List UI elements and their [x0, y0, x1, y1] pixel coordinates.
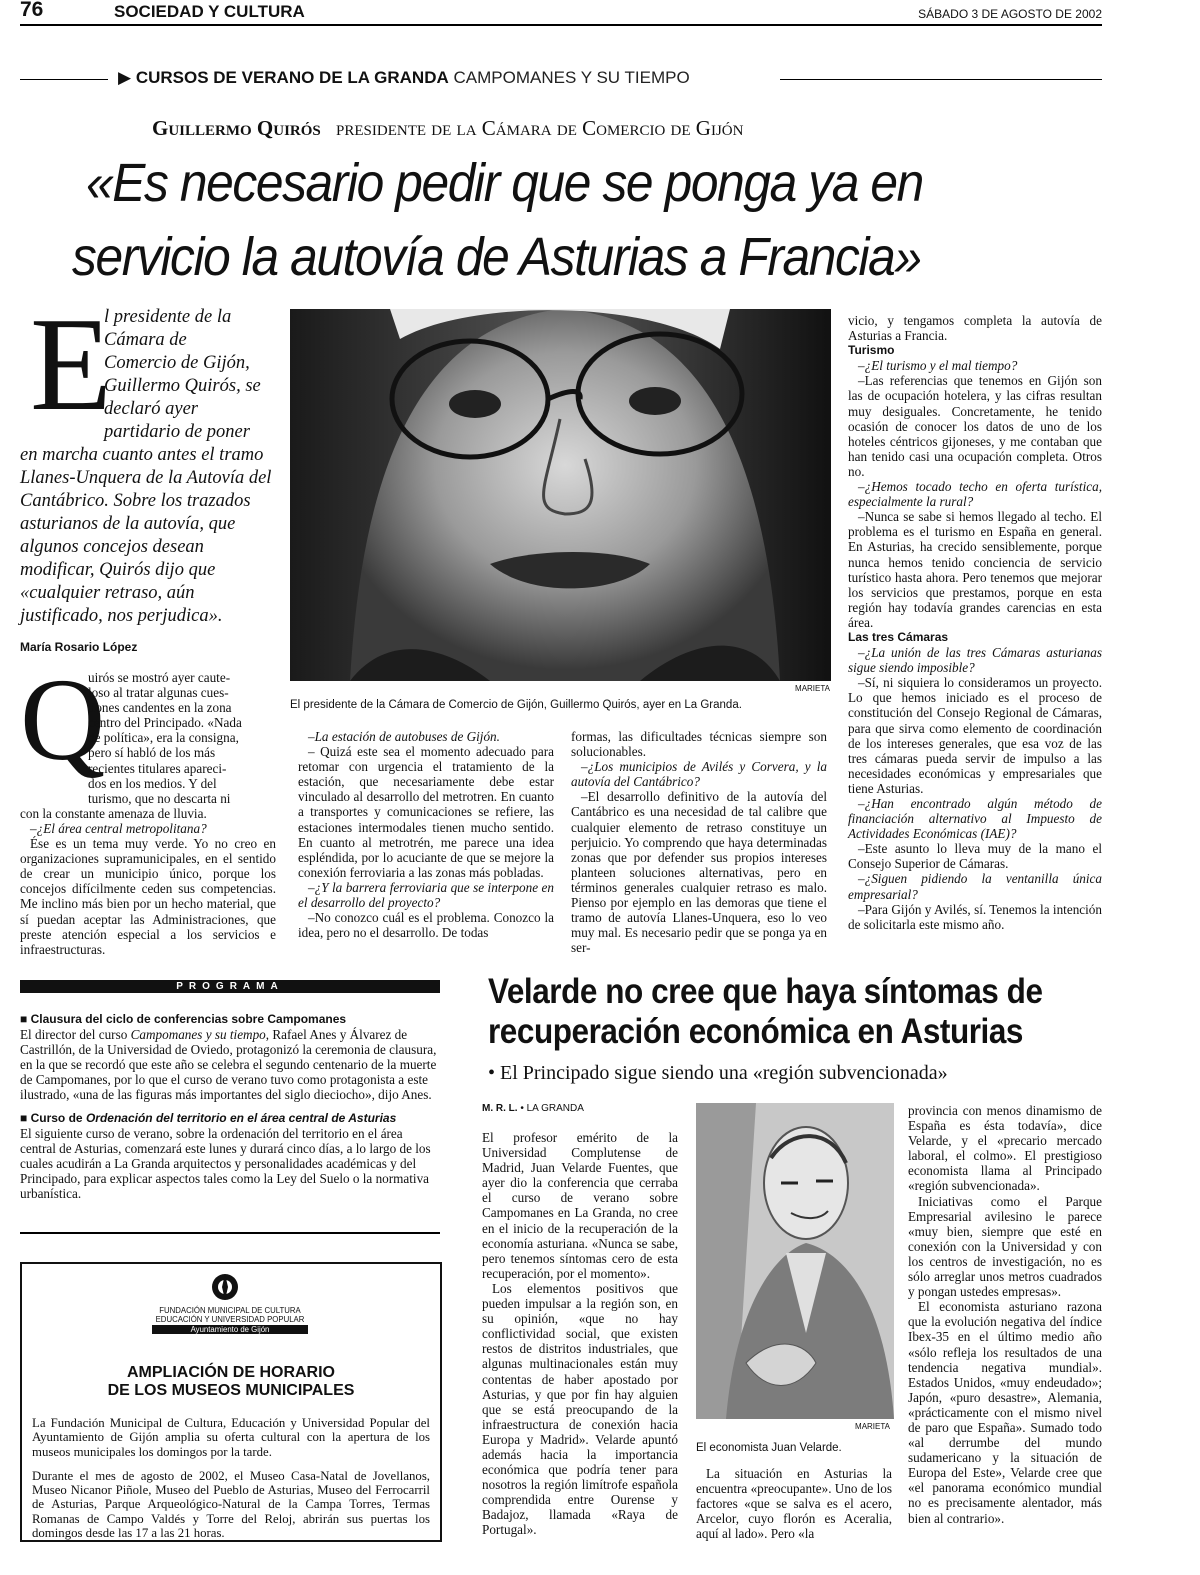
lead-rest: en marcha cuanto antes el tramo Llanes-Unquera de la Autovía del Cantábrico. Sobre los trazados asturianos de la autovía, que algunos concejos desean modificar, Quirós dijo que «cualquier retraso, aún justificado, nos perjudica».: [20, 445, 272, 626]
body-line: pero sí habló de los más: [88, 745, 216, 761]
velarde-col3-p3: El economista asturiano razona que la evolución negativa del índice Ibex-35 en el último medio año «sólo refleja los resultados de una tendencia negativa mundial». Estados Unidos, «muy endeudado»; Japón, «puro desastre», Alemania, «prácticamente con el mismo nivel de paro que España». Sumado todo «al derrumbe del mundo sudamericano y la situación de Europa del Este», Velarde cree que «el panorama económico mundial no es precisamente alentador, más bien al contrario».: [908, 1299, 1102, 1526]
programa-item-1-text-em: Campomanes y su tiempo: [130, 1027, 266, 1043]
velarde-byline-name: M. R. L.: [482, 1103, 518, 1114]
velarde-portrait: [696, 1103, 894, 1419]
lead-dropcap: E: [30, 290, 112, 438]
col4-answer-1: –Las referencias que tenemos en Gijón son las de ocupación hotelera, y las cifras resultan muy desiguales. Concretamente, he tenido ocasión de conocer los datos de uno de los hoteles céntricos gijoneses, y me contaban que han tenido casi una ocupación completa. Otros no.: [848, 373, 1102, 479]
velarde-col1-p2: Los elementos positivos que pueden impulsar a la región son, en su opinión, «que no hay conflictividad social, que existen restos de distritos industriales, que algunas multinacionales están muy contentas de haber apostado por Asturias, y que por fin hay alguien que se está preocupando de la infraestructura de conexión hacia Europa y Madrid». Velarde apuntó además hacia la importancia económica que podría tener para nosotros la región limítrofe española comprendida entre Ourense y Badajoz, llamada «Raya de Portugal».: [482, 1280, 678, 1538]
velarde-headline-1: Velarde no cree que haya síntomas de: [488, 972, 1043, 1011]
lead-line: Comercio de Gijón,: [104, 353, 250, 373]
ad-org-line-3: Ayuntamiento de Gijón: [152, 1325, 308, 1334]
velarde-col2-p1: La situación en Asturias la encuentra «preocupante». Uno de los factores «que se salva es el acero, Arcelor, cuyo florón es Aceralia, aquí al lado». Pero «la: [696, 1466, 892, 1542]
velarde-col-2: [696, 1466, 892, 1541]
ad-text-2: Durante el mes de agosto de 2002, el Museo Casa-Natal de Jovellanos, Museo Nicanor Piñole, Museo del Pueblo de Asturias, Museo del Ferrocarril de Asturias, Parque Arqueológico-Natural de la Campa Torres, Termas Romanas de Campo Valdés y Torre del Reloj, abrirán sus puertas los domingos desde las 17 a las 21 horas.: [32, 1468, 430, 1541]
museos-ad: [20, 1262, 442, 1542]
velarde-col3-p1: provincia con menos dinamismo de España es ésta todavía», dice Velarde, y el «precario mercado laboral, el colmo». El prestigioso economista llama al Principado «región subvencionada».: [908, 1103, 1102, 1194]
col4-subhead-camaras: Las tres Cámaras: [848, 629, 949, 644]
byline: María Rosario López: [20, 640, 138, 654]
quiros-photo-caption: El presidente de la Cámara de Comercio de Gijón, Guillermo Quirós, ayer en La Granda.: [290, 699, 742, 711]
col4-answer-4: –Este asunto lo lleva muy de la mano el Consejo Superior de Cámaras.: [848, 841, 1102, 872]
interview-col-3: [571, 729, 827, 955]
ad-org-line-1: FUNDACIÓN MUNICIPAL DE CULTURA: [159, 1306, 301, 1315]
interview-headline-1: «Es necesario pedir que se ponga ya en: [86, 153, 923, 213]
lead-line: Cámara de: [104, 330, 187, 350]
col3-answer-1: –El desarrollo definitivo de la autovía del Cantábrico es una necesidad de tal calibre que cualquier elemento de retraso constituye un perjuicio. Yo comprendo que haya determinadas zonas que por defender sus propios intereses planteen soluciones alternativas, pero en términos generales cualquier retraso es malo. Pienso por ejemplo en las demoras que tiene el tramo de autovía Llanes-Unquera, eso lo veo muy mal. Es necesario pedir que se ponga ya en ser-: [571, 789, 827, 956]
kicker-light: CAMPOMANES Y SU TIEMPO: [453, 68, 690, 87]
col4-answer-3: –Sí, ni siquiera lo consideramos un proyecto. Lo que hemos iniciado es el proceso de constitución del Consejo Regional de Cámaras, para que sirva como elemento de coordinación de los intereses generales, que esa voz de las tres cámaras pueda servir de impulso a las necesidades económicas y empresariales que tiene Asturias.: [848, 675, 1102, 796]
programa-item-2-text: El siguiente curso de verano, sobre la ordenación del territorio en el área central de Asturias, comenzará este lunes y durará cinco días, a lo largo de los cuales acudirán a La Granda arquitectos y personalidades académicas y del Principado, para explicar aspectos tales como la Ley del Suelo o la normativa urbanística.: [20, 1125, 431, 1202]
quiros-photo: [290, 309, 831, 681]
body-line: turismo, que no descarta ni: [88, 790, 231, 806]
programa-body: [20, 1012, 440, 1201]
lead-line: declaró ayer: [104, 399, 199, 419]
velarde-col3-p2: Iniciativas como el Parque Empresarial avilesino le parece «muy bien, siempre que esté en conexión con la Universidad y con los centros de investigación, no es sólo arreglar unos metros cuadrados y pongan ustedes empresas».: [908, 1193, 1102, 1300]
lead-line: partidario de poner: [104, 422, 250, 442]
bullet-square-icon: ■: [20, 1012, 28, 1026]
body-line: dos en los medios. Y del: [88, 775, 217, 791]
programa-item-1-title: [20, 1012, 440, 1027]
body-line: loso al tratar algunas cues-: [88, 685, 229, 701]
velarde-headline-2: recuperación económica en Asturias: [488, 1012, 1023, 1051]
col3-answer-0: formas, las dificultades técnicas siempre son solucionables.: [571, 729, 827, 760]
col2-answer-2: –No conozco cuál es el problema. Conozco la idea, pero no el desarrollo. De todas: [298, 910, 554, 941]
programa-item-1-title-text: Clausura del ciclo de conferencias sobre Campomanes: [30, 1012, 347, 1026]
bullet-square-icon: ■: [20, 1110, 28, 1125]
programa-item-2-title: [20, 1111, 440, 1126]
body-line: recientes titulares apareci-: [88, 760, 227, 776]
ad-text: [32, 1416, 430, 1540]
interview-col-2: [298, 729, 554, 940]
interview-name: Guillermo Quirós: [152, 116, 321, 140]
body-line: de política», era la consigna,: [88, 730, 239, 746]
programa-item-1-text: [20, 1027, 440, 1102]
fundacion-logo-icon: [205, 1272, 245, 1302]
programa-item-1-text-b: , Rafael Anes y Álvarez de Castrillón, de la Universidad de Oviedo, protagonizó la ceremonia de clausura, en la que se recordó que este año se celebra el segundo centenario de la muerte de Campomanes, por lo que el curso de verano tuvo como protagonista a este ilustrado, «una de las figuras más importantes del siglo dieciocho», dijo Anes.: [20, 1027, 437, 1103]
col4-question-1: –¿El turismo y el mal tiempo?: [858, 358, 1018, 374]
lead-line: l presidente de la: [104, 307, 232, 327]
body-line: tiones candentes en la zona: [88, 700, 232, 716]
col4-subhead-turismo: Turismo: [848, 343, 895, 358]
programa-label: PROGRAMA: [176, 981, 284, 992]
velarde-photo-caption: El economista Juan Velarde.: [696, 1442, 842, 1454]
programa-item-2-title-em: Ordenación del territorio en el área central de Asturias: [85, 1110, 397, 1125]
col1-answer-1: Ése es un tema muy verde. Yo no creo en organizaciones supramunicipales, en el sentido de crear un municipio único, porque los concejos difícilmente ceden sus competencias. Me inclino más bien por un hecho material, que sí puedan aceptar las Administraciones, que preste atención especial a los servicios e infraestructuras.: [20, 836, 276, 957]
velarde-byline-place: • LA GRANDA: [520, 1103, 584, 1114]
page-number: 76: [20, 0, 44, 21]
col1-continue: con la constante amenaza de lluvia.: [20, 805, 207, 821]
ad-org: [152, 1306, 308, 1334]
programa-bottom-rule: [20, 1232, 440, 1234]
col4-question-2: –¿Hemos tocado techo en oferta turística, especialmente la rural?: [848, 479, 1102, 510]
lead-first-lines: [104, 306, 280, 444]
ad-title-1: AMPLIACIÓN DE HORARIO: [127, 1364, 335, 1381]
lead-line: Guillermo Quirós, se: [104, 376, 261, 396]
interview-headline-2: servicio la autovía de Asturias a Francia»: [72, 227, 921, 287]
ad-org-line-2: EDUCACIÓN Y UNIVERSIDAD POPULAR: [155, 1315, 305, 1324]
ad-title: [22, 1364, 440, 1400]
velarde-subhead: • El Principado sigue siendo una «región subvencionada»: [488, 1062, 948, 1084]
body-line: centro del Principado. «Nada: [88, 715, 242, 731]
body-line: uirós se mostró ayer caute-: [88, 670, 231, 685]
col3-question-1: –¿Los municipios de Avilés y Corvera, y la autovía del Cantábrico?: [571, 759, 827, 790]
col4-question-3: –¿La unión de las tres Cámaras asturianas sigue siendo imposible?: [848, 645, 1102, 676]
col2-question-2: –¿Y la barrera ferroviaria que se interpone en el desarrollo del proyecto?: [298, 879, 554, 911]
lead-paragraph: [20, 290, 280, 628]
header-rule: [20, 24, 1102, 26]
body-dropcap: Q: [20, 654, 106, 785]
programa-bar: [20, 980, 440, 993]
col4-question-4: –¿Han encontrado algún método de financiación alternativo al Impuesto de Actividades Económicas (IAE)?: [848, 796, 1102, 842]
velarde-col-1: [482, 1130, 678, 1538]
velarde-col1-p1: El profesor emérito de la Universidad Complutense de Madrid, Juan Velarde Fuentes, que ayer dio la conferencia que cerraba el curso de verano sobre Campomanes en La Granda, no cree en el inicio de la recuperación de la economía asturiana. «Nunca se sabe, pero tenemos síntomas cero de esta recuperación, por el momento».: [482, 1130, 678, 1281]
page-date: SÁBADO 3 DE AGOSTO DE 2002: [918, 7, 1102, 21]
col4-answer-0: vicio, y tengamos completa la autovía de Asturias a Francia.: [848, 313, 1102, 344]
col4-answer-5: –Para Gijón y Avilés, sí. Tenemos la intención de solicitarla este mismo año.: [848, 901, 1102, 932]
quiros-photo-credit: MARIETA: [795, 684, 830, 693]
velarde-headline: [488, 972, 1043, 1052]
section-title: SOCIEDAD Y CULTURA: [114, 2, 305, 21]
kicker-rule-left: [20, 79, 108, 80]
interview-role: presidente de la Cámara de Comercio de Gijón: [336, 116, 744, 140]
interview-subject: [152, 116, 743, 141]
programa-item-2-title-a: Curso de: [30, 1110, 86, 1125]
col4-answer-2: –Nunca se sabe si hemos llegado al techo. El problema es el turismo en España en general. En Asturias, ha crecido sensiblemente, porque nunca hemos tenido conciencia de servicio turístico hasta ahora. Pero tenemos que mejorar los servicios que prestamos, porque en esta región hay todavía grandes carencias en esta área.: [848, 509, 1102, 630]
kicker-rule-right: [780, 79, 1102, 80]
programa-item-1-text-a: El director del curso: [20, 1027, 131, 1043]
col4-question-5: –¿Siguen pidiendo la ventanilla única empresarial?: [848, 871, 1102, 902]
velarde-photo-credit: MARIETA: [855, 1422, 890, 1431]
velarde-col-3: [908, 1103, 1102, 1526]
velarde-photo: [696, 1103, 894, 1419]
kicker-arrow-icon: ▶: [118, 68, 132, 87]
ad-text-1: La Fundación Municipal de Cultura, Educación y Universidad Popular del Ayuntamiento de Gijón amplia su oferta cultural con la apertura de los museos municipales los domingos por la tarde.: [32, 1416, 430, 1459]
kicker-bold: CURSOS DE VERANO DE LA GRANDA: [135, 68, 449, 87]
kicker: [118, 68, 690, 88]
col2-question-1: –La estación de autobuses de Gijón.: [308, 729, 500, 744]
interview-col-4: [848, 313, 1102, 932]
ad-title-2: DE LOS MUSEOS MUNICIPALES: [107, 1382, 355, 1399]
velarde-byline: [482, 1103, 584, 1114]
quiros-portrait: [290, 309, 831, 681]
interview-col-1: [20, 654, 276, 957]
col1-question-1: –¿El área central metropolitana?: [30, 820, 207, 836]
col2-answer-1: – Quizá este sea el momento adecuado para retomar con urgencia el tratamiento de la estación, que necesariamente debe estar vinculado al desarrollo del metrotren. En cuanto a transportes y comunicaciones se refiere, las estaciones intermodales tienen mucho sentido. En cuanto al metrotrén, me parece una idea espléndida, por lo acuciante de que se mejore la conexión ferroviaria a las zonas más pobladas.: [298, 744, 554, 880]
